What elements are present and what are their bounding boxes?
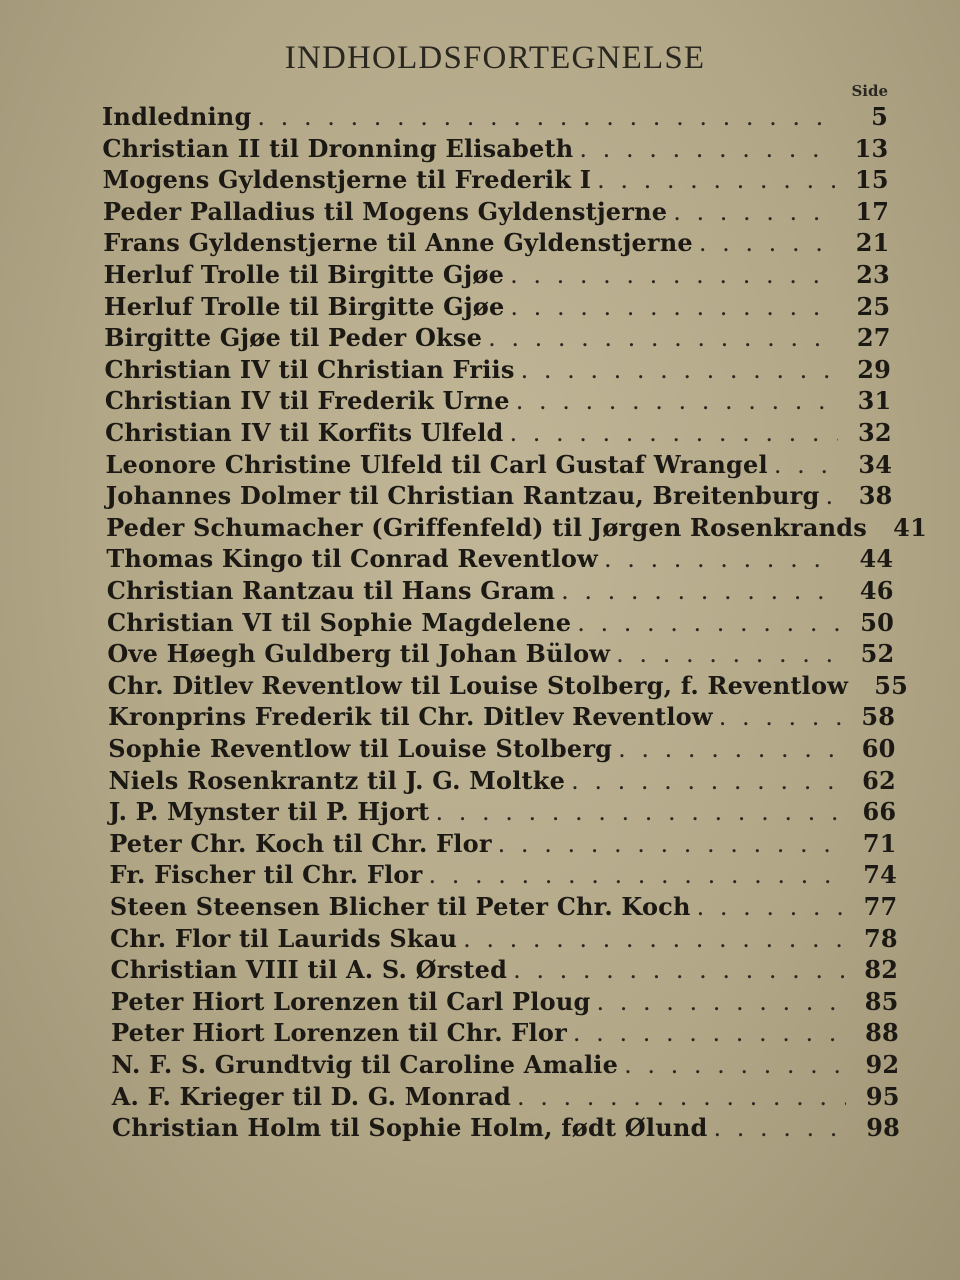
toc-entry-page: 92 [865,1050,900,1079]
toc-entry-text: Peter Chr. Koch til Chr. Flor [109,828,492,858]
toc-entry-page: 88 [865,1018,899,1048]
toc-entry [111,987,899,1019]
toc-entry-page: 62 [862,765,896,795]
toc-entry-page: 25 [856,291,891,321]
toc-entry [110,860,898,892]
dot-leader [498,830,843,858]
toc-entry-text: Fr. Fischer til Chr. Flor [109,860,423,890]
toc-entry-page: 58 [861,702,896,732]
dot-leader [561,577,839,605]
toc-entry-text: Steen Steensen Blicher til Peter Chr. Koch [109,892,691,921]
toc-entry-text: Peder Palladius til Mogens Gyldenstjerne [102,196,668,226]
toc-entry-text: Chr. Ditlev Reventlow til Louise Stolberg, f. Reventlow [107,670,849,700]
toc-entry-page: 27 [856,323,891,353]
toc-entry-page: 66 [862,797,897,827]
toc-entry-text: Peder Schumacher (Griffenfeld) til Jørgen Rosenkrands [106,512,867,542]
dot-leader [579,135,834,163]
toc-entry-text: Christian VI til Sophie Magdelene [107,607,572,637]
dot-leader [488,324,837,352]
toc-entry [111,1018,899,1050]
toc-entry-text: Kronprins Frederik til Chr. Ditlev Reventlow [107,702,713,732]
toc-entry-text: N. F. S. Grundtvig til Caroline Amalie [111,1050,619,1079]
toc-entry [112,1113,900,1145]
toc-entry-text: Christian VIII til A. S. Ørsted [110,955,508,985]
toc-entry-page: 23 [856,260,890,289]
toc-entry [103,197,889,229]
toc-entry-page: 46 [859,576,894,605]
toc-entry [103,228,889,260]
toc-entry [110,955,898,987]
toc-entry-page: 38 [858,481,893,511]
toc-entry-page: 13 [854,133,889,163]
toc-entry [112,1082,900,1114]
toc-entry-page: 31 [857,386,892,416]
toc-entry [106,512,927,545]
toc-entry-text: Mogens Gyldenstjerne til Frederik I [102,165,592,195]
toc-entry-text: Birgitte Gjøe til Peder Okse [104,323,483,353]
toc-entry-page: 77 [863,892,898,921]
dot-leader [577,609,840,637]
toc-entry-text: Christian II til Dronning Elisabeth [102,133,574,163]
toc-entry-text: Herluf Trolle til Birgitte Gjøe [103,260,505,289]
dot-leader [774,451,838,479]
toc-entry [107,639,894,671]
toc-entry-text: Frans Gyldenstjerne til Anne Gyldenstjerne [103,228,693,258]
toc-entry [104,292,890,324]
toc-entry-text: Thomas Kingo til Conrad Reventlow [106,544,598,574]
dot-leader [597,166,835,194]
toc-entry-page: 55 [874,670,909,700]
toc-entry [110,892,898,924]
toc-entry [107,608,894,640]
toc-entry-text: Christian IV til Christian Friis [104,354,515,384]
toc-entry-page: 95 [865,1081,900,1111]
dot-leader [510,293,836,321]
toc-entry-page: 50 [860,607,894,637]
dot-leader [463,925,844,953]
toc-entry [109,766,896,798]
toc-entry [106,544,893,576]
toc-entry-page: 34 [858,449,893,479]
toc-entry-text: Herluf Trolle til Birgitte Gjøe [103,291,505,321]
toc-entry-text: Sophie Reventlow til Louise Stolberg [108,734,613,763]
toc-entry-page: 52 [860,639,895,669]
toc-entry [104,323,890,355]
dot-leader [624,1051,845,1079]
toc-entry-text: Leonore Christine Ulfeld til Carl Gustaf Wrangel [105,449,768,479]
toc-entry-page: 60 [861,734,896,763]
dot-leader [517,1083,846,1111]
toc-entry-text: Johannes Dolmer til Christian Rantzau, Breitenburg [105,481,820,511]
toc-entry [109,797,896,829]
dot-leader [435,798,842,826]
toc-entry-page: 78 [863,923,898,953]
toc-entry [104,260,890,292]
toc-entry-page: 15 [854,165,889,195]
toc-entry-page: 17 [855,196,890,226]
dot-leader [714,1114,847,1142]
toc-entry [109,829,896,861]
page-column-label: Side [851,82,888,100]
page-title: INDHOLDSFORTEGNELSE [284,40,706,76]
dot-leader [516,387,838,415]
toc-entry-text: A. F. Krieger til D. G. Monrad [111,1081,511,1111]
toc-entry-text: Indledning [102,102,252,131]
toc-entry [105,386,892,418]
toc-entry-page: 71 [862,828,897,858]
toc-entry-page: 85 [864,986,899,1016]
toc-entry [103,165,889,197]
dot-leader [513,956,844,984]
toc-entry-text: Christian Holm til Sophie Holm, født Ølund [112,1113,708,1143]
toc-entry [105,418,892,450]
toc-entry-page: 74 [863,860,897,890]
table-of-contents [0,102,960,1152]
toc-entry [106,481,893,513]
toc-entry-page: 41 [893,512,927,542]
dot-leader [604,545,839,573]
toc-entry-text: Peter Hiort Lorenzen til Carl Ploug [110,986,591,1016]
toc-entry [105,450,892,482]
toc-entry-text: Christian Rantzau til Hans Gram [106,576,556,605]
toc-entry-text: Peter Hiort Lorenzen til Chr. Flor [111,1018,567,1048]
toc-entry-page: 82 [864,955,899,985]
toc-entry-page: 29 [857,354,891,384]
dot-leader [257,103,834,131]
dot-leader [699,229,836,257]
dot-leader [719,703,841,731]
dot-leader [510,261,836,289]
toc-entry-page: 21 [855,228,890,258]
dot-leader [673,198,835,226]
dot-leader [521,356,837,384]
dot-leader [571,767,842,795]
dot-leader [428,861,843,889]
dot-leader [573,1019,845,1047]
toc-entry [107,670,909,703]
toc-entry-page: 44 [859,544,894,574]
toc-entry-text: Chr. Flor til Laurids Skau [110,923,458,953]
toc-entry [110,924,898,956]
toc-entry-text: Christian IV til Frederik Urne [104,386,510,416]
toc-entry-text: Ove Høegh Guldberg til Johan Bülow [107,639,611,669]
dot-leader [697,893,844,921]
toc-entry [107,576,894,608]
toc-entry-page: 5 [871,102,888,131]
toc-entry [102,134,888,166]
toc-entry-text: J. P. Mynster til P. Hjort [108,797,430,827]
toc-entry [108,702,895,734]
dot-leader [618,735,841,763]
toc-entry-text: Christian IV til Korfits Ulfeld [105,418,504,447]
dot-leader [826,482,839,510]
toc-entry-text: Niels Rosenkrantz til J. G. Moltke [108,765,566,795]
toc-entry [105,355,892,387]
dot-leader [616,640,840,668]
toc-entry [108,734,895,766]
dot-leader [596,988,844,1016]
toc-entry [111,1050,899,1082]
toc-entry-page: 32 [857,418,892,447]
toc-entry [102,102,888,134]
dot-leader [510,419,838,447]
toc-entry-page: 98 [866,1113,900,1143]
